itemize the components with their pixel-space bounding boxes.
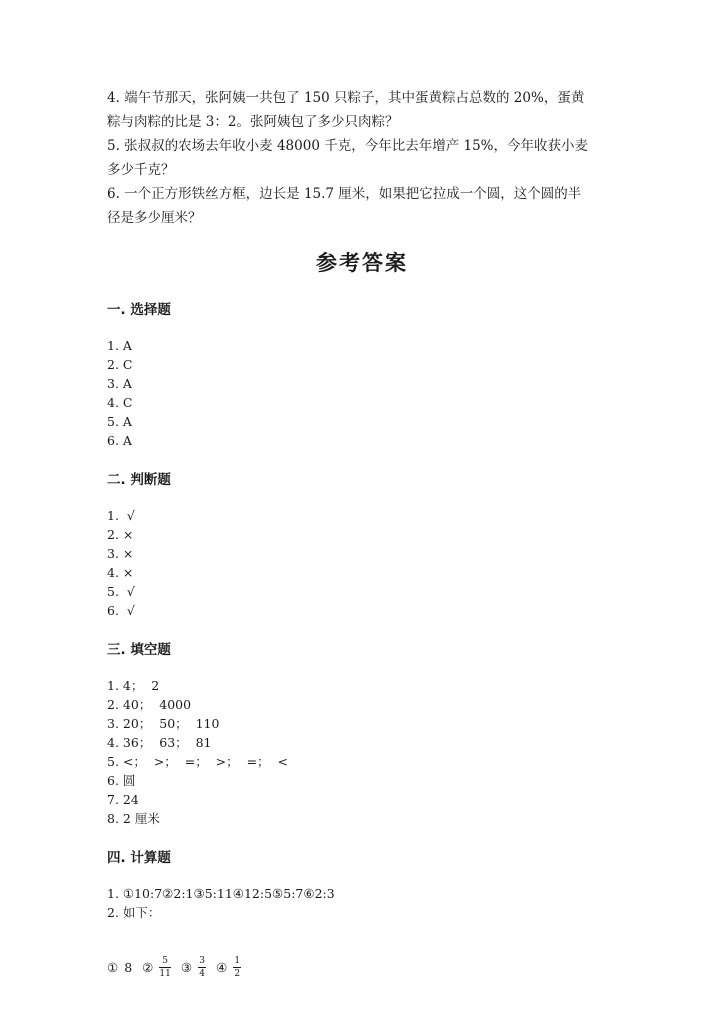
answer-title: 参考答案 <box>316 251 408 275</box>
answer-item: 5. √ <box>107 584 135 599</box>
answer-list <box>107 506 617 620</box>
answer-item: 2. × <box>107 527 134 542</box>
answer-item: 2. 如下： <box>107 905 161 920</box>
answer-item: 4. C <box>107 395 133 410</box>
answer-item: 3. A <box>107 376 132 391</box>
document-page <box>107 86 617 979</box>
section-heading: 二. 判断题 <box>107 472 171 488</box>
question-line: 径是多少厘米？ <box>107 210 202 226</box>
calc-result-1 <box>107 960 132 975</box>
fraction-bar <box>233 967 241 968</box>
answer-item: 6. A <box>107 433 132 448</box>
answer-item: 3. × <box>107 546 134 561</box>
answer-item: 4. × <box>107 565 134 580</box>
answer-item: 1. ①10:7②2:1③5:11④12:5⑤5:7⑥2:3 <box>107 886 335 901</box>
answer-item: 3. 20； 50； 110 <box>107 716 220 731</box>
section-fill-in <box>107 640 617 828</box>
question-line: 4. 端午节那天，张阿姨一共包了 150 只粽子，其中蛋黄粽占总数的 20%，蛋黄 <box>107 90 585 106</box>
calc-results-row <box>107 956 617 979</box>
fraction-bar <box>198 967 206 968</box>
answer-item: 6. 圆 <box>107 773 136 788</box>
answer-item: 2. C <box>107 357 133 372</box>
section-calculation <box>107 848 617 979</box>
answer-item: 2. 40； 4000 <box>107 697 192 712</box>
answer-item: 1. A <box>107 338 132 353</box>
numerator: 3 <box>199 956 205 966</box>
answer-item: 1. √ <box>107 508 135 523</box>
denominator: 2 <box>234 969 241 979</box>
circled-number: ② <box>142 960 154 975</box>
numerator: 1 <box>234 956 241 966</box>
fraction <box>159 956 170 979</box>
section-heading: 一. 选择题 <box>107 302 171 318</box>
denominator: 11 <box>159 969 171 979</box>
section-heading: 三. 填空题 <box>107 642 171 658</box>
question-line: 粽与肉粽的比是 3：2。张阿姨包了多少只肉粽？ <box>107 114 399 130</box>
circled-number: ④ <box>216 960 228 975</box>
questions-block <box>107 86 617 230</box>
answer-list <box>107 884 617 922</box>
answer-list <box>107 676 617 828</box>
question-line: 5. 张叔叔的农场去年收小麦 48000 千克，今年比去年增产 15%，今年收获小麦 <box>107 138 588 154</box>
fraction <box>198 956 206 979</box>
question-line: 6. 一个正方形铁丝方框，边长是 15.7 厘米，如果把它拉成一个圆，这个圆的半 <box>107 186 582 202</box>
result-value: 8 <box>124 960 133 975</box>
denominator: 4 <box>199 969 205 979</box>
answer-item: 5. A <box>107 414 132 429</box>
section-true-false <box>107 470 617 620</box>
section-heading: 四. 计算题 <box>107 850 171 866</box>
answer-item: 1. 4； 2 <box>107 678 160 693</box>
calc-result-3 <box>181 956 206 979</box>
numerator: 5 <box>162 956 168 966</box>
answer-item: 5. <； >； =； >； =； < <box>107 754 288 769</box>
answer-list <box>107 336 617 450</box>
section-multiple-choice <box>107 300 617 450</box>
circled-number: ① <box>107 960 119 975</box>
question-line: 多少千克？ <box>107 162 175 178</box>
answer-item: 7. 24 <box>107 792 139 807</box>
fraction <box>233 956 241 979</box>
answer-item: 8. 2 厘米 <box>107 811 160 826</box>
circled-number: ③ <box>180 960 193 975</box>
calc-result-4 <box>216 956 241 979</box>
answer-item: 6. √ <box>107 603 135 618</box>
fraction-bar <box>159 967 170 968</box>
calc-result-2 <box>142 956 171 979</box>
answer-item: 4. 36； 63； 81 <box>107 735 212 750</box>
